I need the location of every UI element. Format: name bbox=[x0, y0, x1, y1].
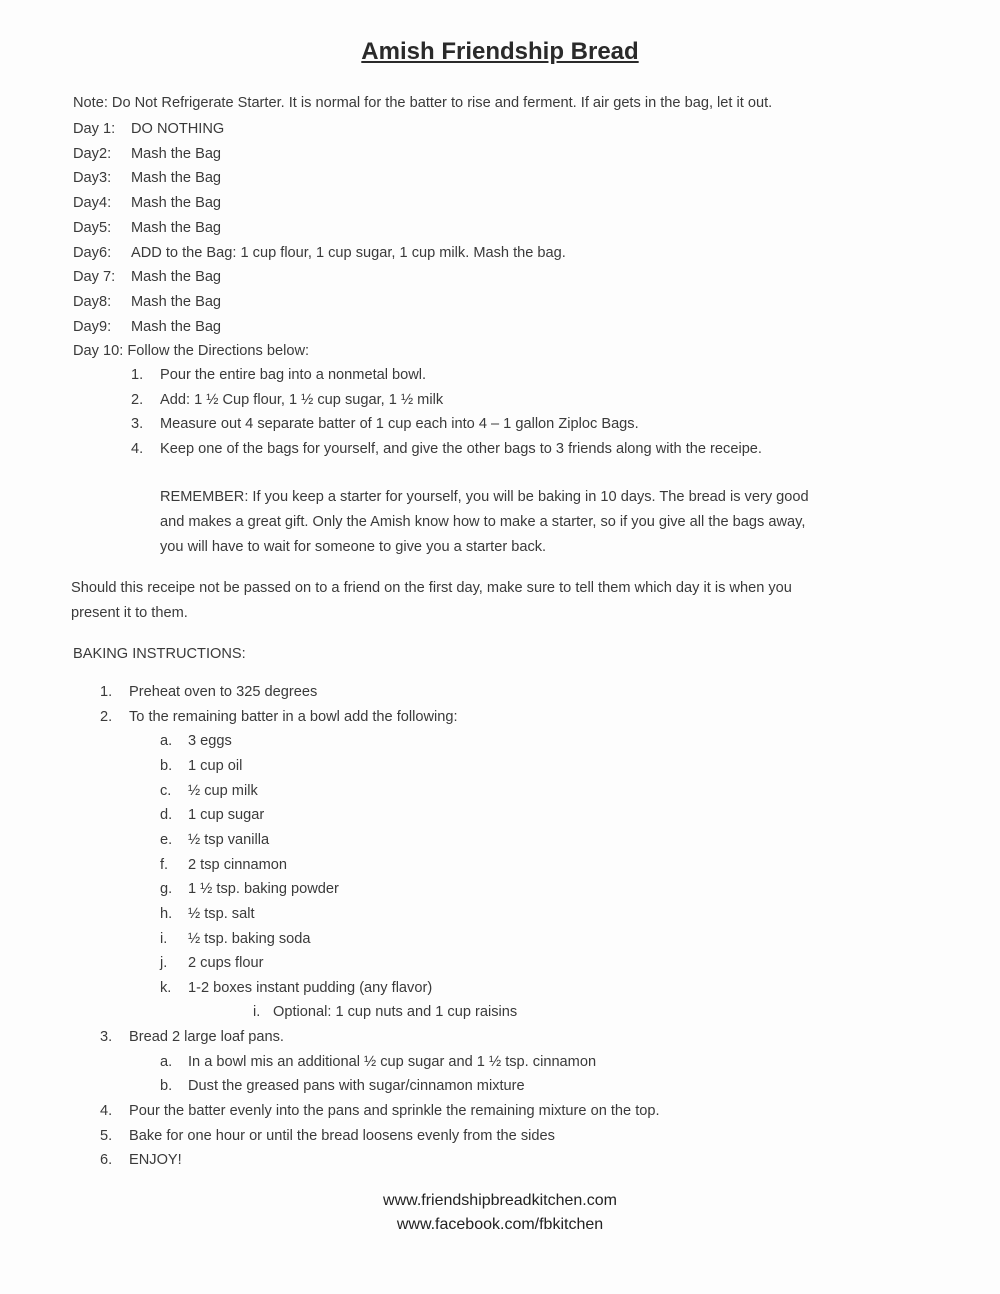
remember-line: REMEMBER: If you keep a starter for yourself, you will be baking in 10 days. The bread is very good bbox=[160, 489, 809, 505]
day-label: Day2: bbox=[73, 145, 112, 162]
direction-number: 3. bbox=[131, 416, 144, 432]
note-text: Note: Do Not Refrigerate Starter. It is normal for the batter to rise and ferment. If air gets in the bag, let it out. bbox=[73, 95, 773, 111]
baking-step-text: Bake for one hour or until the bread loosens evenly from the sides bbox=[129, 1127, 555, 1144]
day-instruction: Mash the Bag bbox=[131, 145, 222, 162]
footer-link: www.facebook.com/fbkitchen bbox=[396, 1216, 604, 1233]
baking-step-number: 1. bbox=[100, 684, 113, 700]
baking-heading: BAKING INSTRUCTIONS: bbox=[73, 646, 246, 662]
baking-step-number: 3. bbox=[100, 1029, 113, 1046]
day-label: Day4: bbox=[73, 195, 112, 212]
baking-step-number: 2. bbox=[100, 708, 113, 725]
day-instruction: Mash the Bag bbox=[131, 195, 222, 212]
day-label: Day6: bbox=[73, 244, 112, 261]
baking-step-text: 1-2 boxes instant pudding (any flavor) bbox=[188, 979, 433, 996]
remember-line: you will have to wait for someone to give you a starter back. bbox=[160, 539, 547, 555]
baking-step-text: 1 ½ tsp. baking powder bbox=[188, 881, 339, 898]
page-title: Amish Friendship Bread bbox=[361, 38, 639, 65]
day-instruction: Mash the Bag bbox=[131, 318, 222, 335]
baking-step-number: f. bbox=[160, 856, 169, 873]
direction-text: Pour the entire bag into a nonmetal bowl. bbox=[160, 367, 427, 383]
direction-number: 2. bbox=[131, 391, 144, 408]
day-instruction: Mash the Bag bbox=[131, 170, 222, 187]
baking-step-number: i. bbox=[160, 930, 168, 947]
day-instruction: ADD to the Bag: 1 cup flour, 1 cup sugar, 1 cup milk. Mash the bag. bbox=[131, 244, 566, 261]
baking-step-text: 2 cups flour bbox=[188, 955, 264, 972]
note-line: Should this receipe not be passed on to a friend on the first day, make sure to tell them which day it is when you bbox=[71, 580, 792, 596]
baking-step-text: 1 cup sugar bbox=[188, 807, 265, 824]
baking-step-number: b. bbox=[160, 1078, 173, 1095]
baking-step-number: k. bbox=[160, 979, 172, 996]
day-instruction: DO NOTHING bbox=[131, 121, 225, 137]
baking-step-number: c. bbox=[160, 782, 172, 799]
baking-step-number: d. bbox=[160, 807, 173, 824]
baking-step-number: 5. bbox=[100, 1127, 113, 1144]
baking-step-text: ENJOY! bbox=[129, 1152, 182, 1169]
day-label: Day 1: bbox=[73, 121, 116, 137]
baking-step-number: j. bbox=[160, 955, 168, 972]
baking-step-text: Preheat oven to 325 degrees bbox=[129, 684, 318, 700]
baking-step-number: i. bbox=[253, 1004, 261, 1021]
day-label: Day9: bbox=[73, 318, 112, 335]
baking-step-number: g. bbox=[160, 881, 173, 898]
day-instruction: Mash the Bag bbox=[131, 293, 222, 310]
footer-link: www.friendshipbreadkitchen.com bbox=[383, 1192, 617, 1209]
baking-step-text: ½ tsp. salt bbox=[188, 905, 255, 922]
direction-text: Add: 1 ½ Cup flour, 1 ½ cup sugar, 1 ½ milk bbox=[160, 391, 444, 408]
baking-step-text: 2 tsp cinnamon bbox=[188, 856, 287, 873]
day-label: Day5: bbox=[73, 219, 112, 236]
baking-step-text: ½ tsp vanilla bbox=[188, 831, 270, 848]
day-instruction: Mash the Bag bbox=[131, 269, 222, 286]
baking-step-text: To the remaining batter in a bowl add the following: bbox=[129, 708, 458, 725]
direction-number: 1. bbox=[131, 367, 144, 383]
baking-step-number: e. bbox=[160, 831, 173, 848]
day-label: Day3: bbox=[73, 170, 112, 187]
baking-step-text: Optional: 1 cup nuts and 1 cup raisins bbox=[273, 1004, 518, 1021]
day-label: Day 7: bbox=[73, 269, 116, 286]
baking-step-number: h. bbox=[160, 905, 173, 922]
baking-step-number: 6. bbox=[100, 1152, 113, 1169]
direction-text: Measure out 4 separate batter of 1 cup each into 4 – 1 gallon Ziploc Bags. bbox=[160, 416, 639, 432]
baking-step-number: a. bbox=[160, 733, 173, 750]
baking-step-text: 3 eggs bbox=[188, 733, 232, 750]
baking-step-number: b. bbox=[160, 757, 173, 774]
baking-step-text: Dust the greased pans with sugar/cinnamon mixture bbox=[188, 1078, 525, 1095]
baking-step-text: Bread 2 large loaf pans. bbox=[129, 1029, 284, 1046]
note-line: present it to them. bbox=[71, 605, 188, 621]
direction-number: 4. bbox=[131, 440, 144, 457]
remember-line: and makes a great gift. Only the Amish know how to make a starter, so if you give all the bags away, bbox=[160, 514, 806, 530]
direction-text: Keep one of the bags for yourself, and give the other bags to 3 friends along with the receipe. bbox=[160, 440, 762, 457]
baking-step-text: Pour the batter evenly into the pans and sprinkle the remaining mixture on the top. bbox=[129, 1103, 660, 1120]
day-instruction: Mash the Bag bbox=[131, 219, 222, 236]
baking-step-text: ½ cup milk bbox=[188, 782, 258, 799]
baking-step-text: 1 cup oil bbox=[188, 757, 243, 774]
baking-step-text: In a bowl mis an additional ½ cup sugar and 1 ½ tsp. cinnamon bbox=[188, 1053, 597, 1070]
day-10-text: Day 10: Follow the Directions below: bbox=[73, 343, 310, 360]
baking-step-text: ½ tsp. baking soda bbox=[188, 930, 311, 947]
baking-step-number: 4. bbox=[100, 1103, 113, 1120]
day-label: Day8: bbox=[73, 293, 112, 310]
baking-step-number: a. bbox=[160, 1053, 173, 1070]
